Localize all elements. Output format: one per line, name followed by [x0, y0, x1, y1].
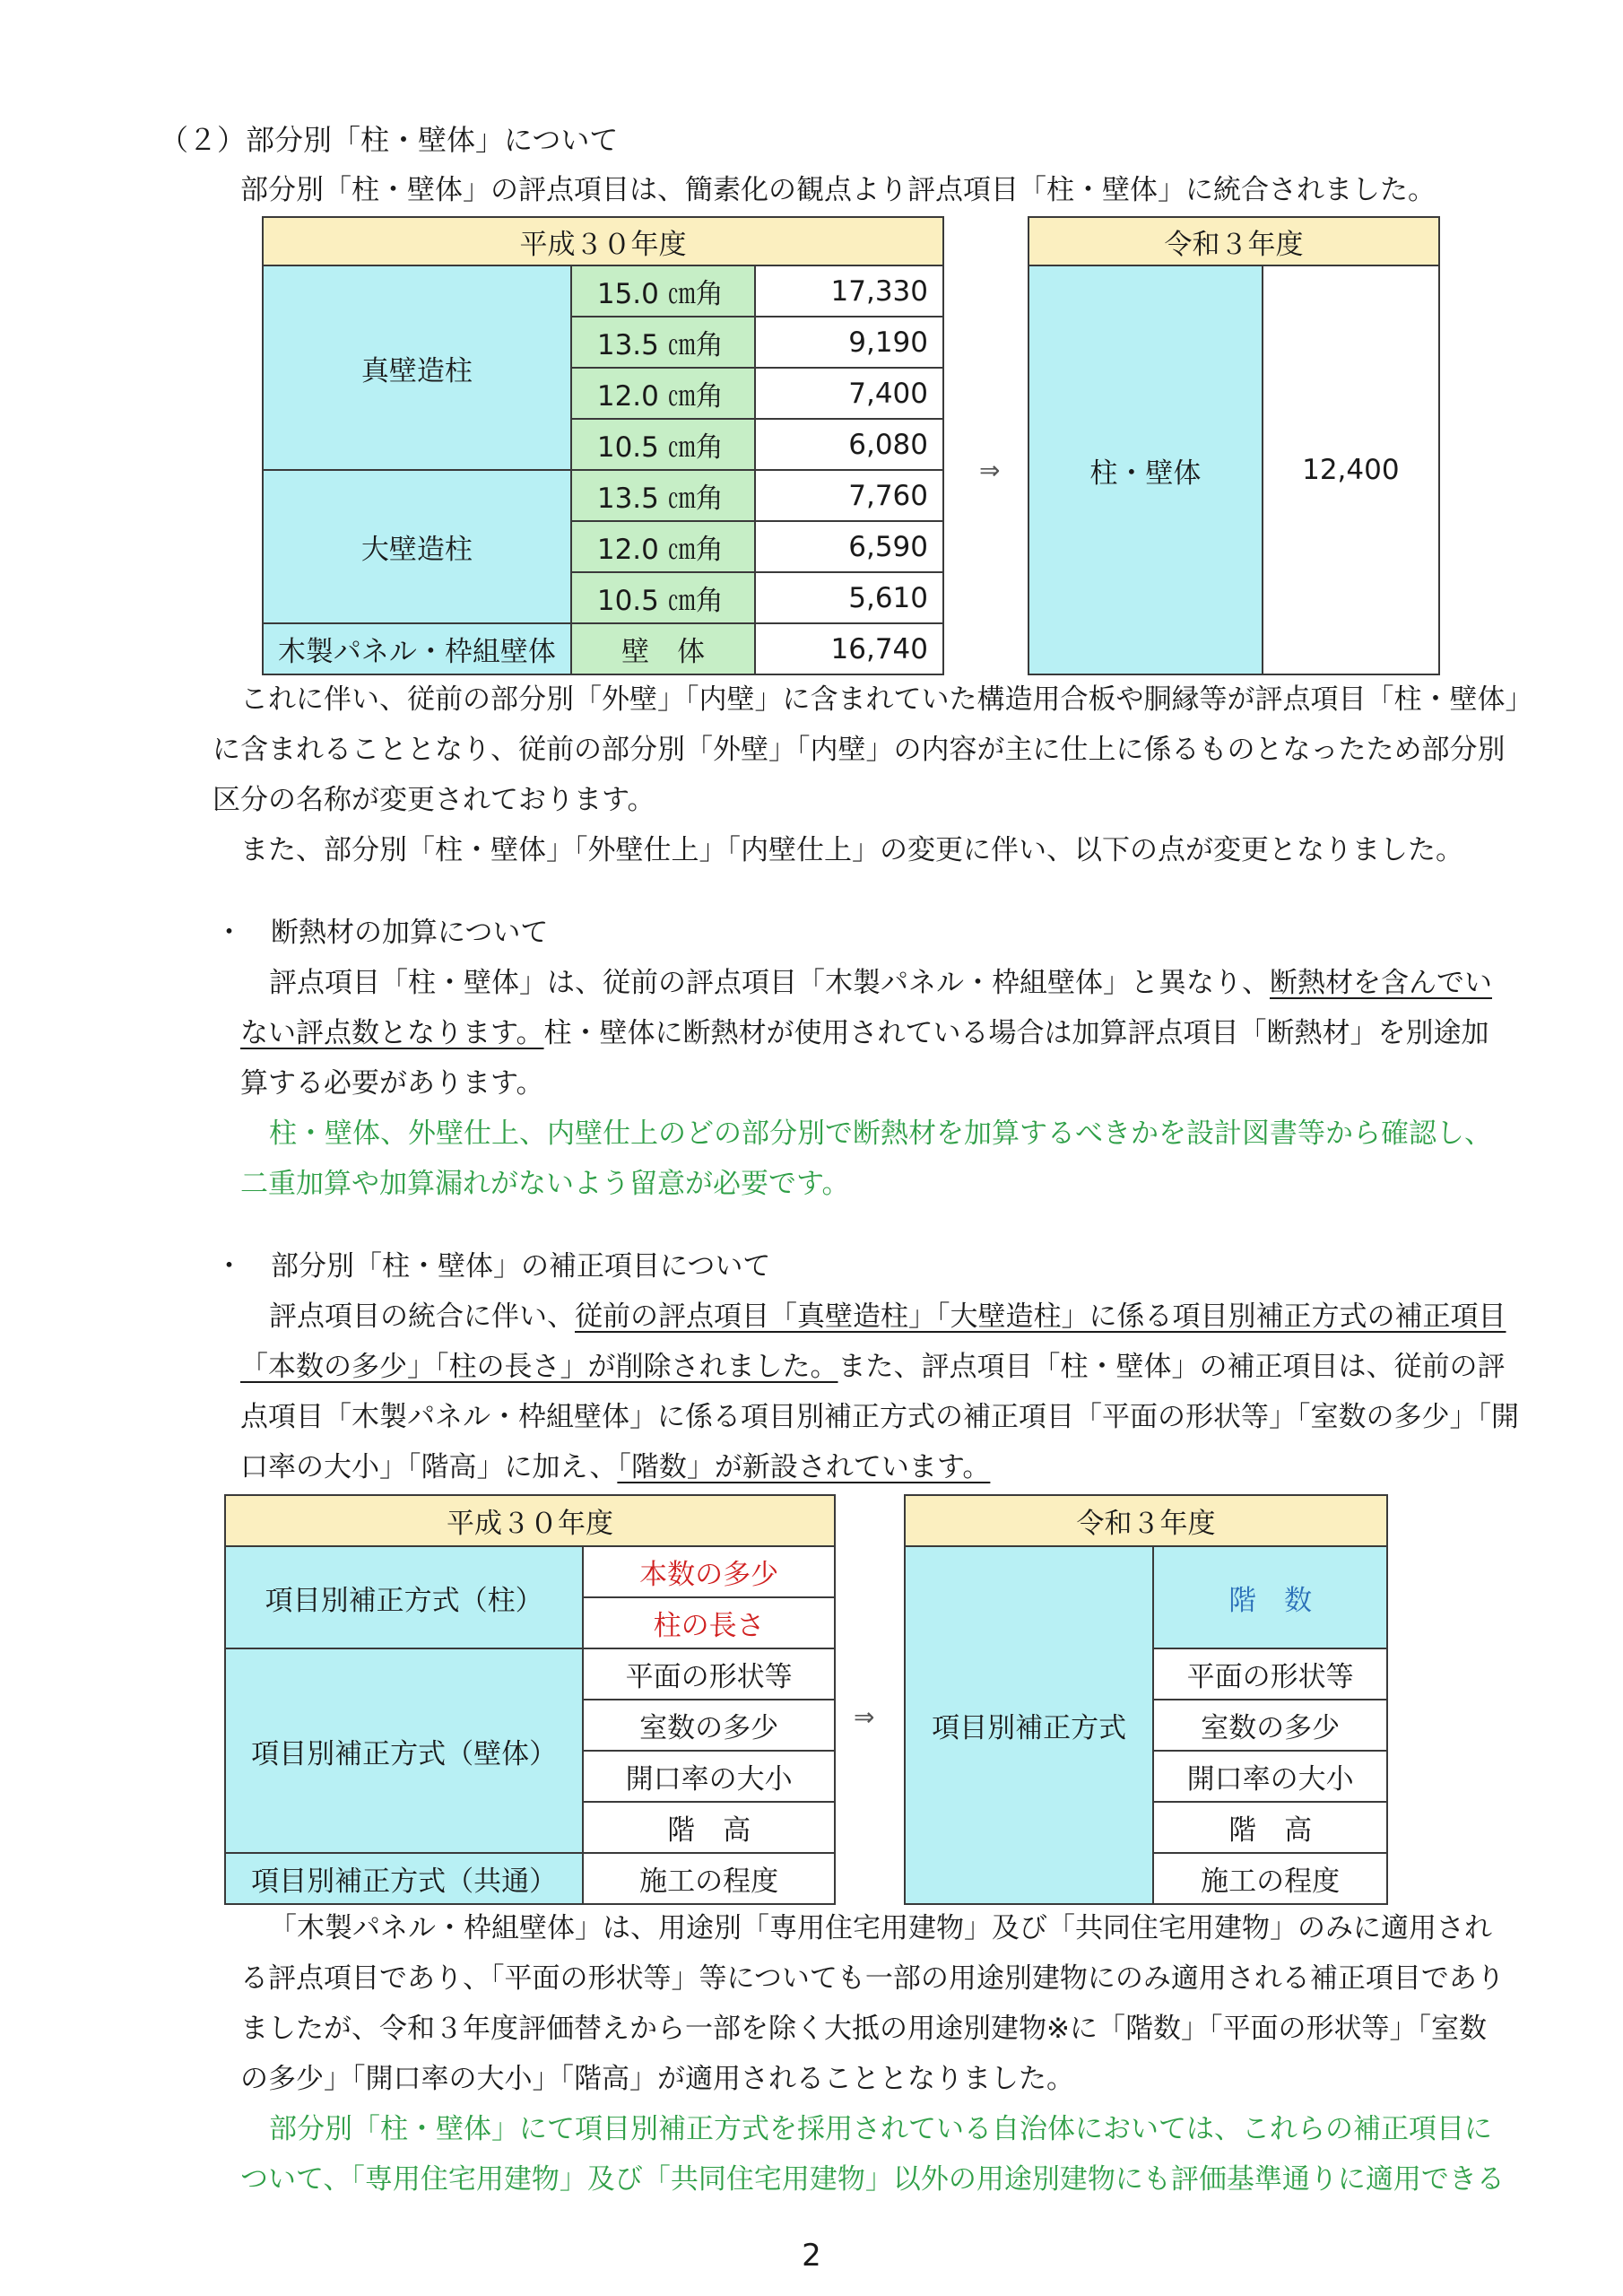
value-cell: 7,400 — [755, 368, 943, 419]
new-rating-table — [1028, 216, 1440, 675]
bullet-correction-title: ・ 部分別「柱・壁体」の補正項目について — [215, 1250, 771, 1283]
wall-item: 開口率の大小 — [583, 1751, 835, 1802]
intro-text: 部分別「柱・壁体」の評点項目は、簡素化の観点より評点項目「柱・壁体」に統合されました。 — [240, 174, 1436, 206]
old-year-header: 平成３０年度 — [263, 217, 943, 265]
new-item-cell: 柱・壁体 — [1028, 265, 1263, 674]
wall-item: 階 高 — [583, 1802, 835, 1853]
new-year-header: 令和３年度 — [1028, 217, 1439, 265]
insulation-note-line1: 柱・壁体、外壁仕上、内壁仕上のどの部分別で断熱材を加算するべきかを設計図書等から確認し、 — [269, 1118, 1492, 1150]
para3-line: の多少」「開口率の大小」「階高」が適用されることとなりました。 — [240, 2063, 1074, 2095]
underlined-text: 「階数」が新設されています。 — [617, 1451, 991, 1483]
size-cell: 10.5 ㎝角 — [571, 572, 756, 623]
size-cell: 13.5 ㎝角 — [571, 317, 756, 368]
value-cell: 6,080 — [755, 419, 943, 470]
removed-item: 本数の多少 — [583, 1546, 835, 1597]
wall-item: 室数の多少 — [583, 1700, 835, 1751]
group-panel: 木製パネル・枠組壁体 — [263, 623, 571, 674]
text-span: 評点項目「柱・壁体」は、従前の評点項目「木製パネル・枠組壁体」と異なり、 — [269, 967, 1270, 999]
correction-line4 — [240, 1449, 990, 1485]
bullet-insulation-title: ・ 断熱材の加算について — [215, 917, 549, 949]
new-item: 開口率の大小 — [1153, 1751, 1387, 1802]
old-correction-table — [224, 1494, 836, 1905]
para1-line: これに伴い、従前の部分別「外壁」「内壁」に含まれていた構造用合板や胴縁等が評点項目「柱・壁体」 — [240, 683, 1533, 716]
insulation-line2 — [240, 1015, 1489, 1051]
size-cell: 12.0 ㎝角 — [571, 368, 756, 419]
right-arrow-icon: ⇒ — [854, 1702, 875, 1732]
size-cell: 壁 体 — [571, 623, 756, 674]
new-value-cell: 12,400 — [1263, 265, 1439, 674]
insulation-note-line2: 二重加算や加算漏れがないよう留意が必要です。 — [240, 1168, 850, 1200]
value-cell: 5,610 — [755, 572, 943, 623]
size-cell: 13.5 ㎝角 — [571, 470, 756, 521]
section-title: （２）部分別「柱・壁体」について — [160, 123, 619, 157]
text-span: 評点項目の統合に伴い、 — [269, 1300, 575, 1333]
new-method: 項目別補正方式 — [905, 1546, 1153, 1904]
underlined-text: 「本数の多少」「柱の長さ」が削除されました。 — [240, 1351, 838, 1383]
size-cell: 15.0 ㎝角 — [571, 265, 756, 317]
old-rating-table — [262, 216, 944, 675]
underlined-text: ない評点数となります。 — [240, 1017, 544, 1049]
value-cell: 17,330 — [755, 265, 943, 317]
correction-line3: 点項目「木製パネル・枠組壁体」に係る項目別補正方式の補正項目「平面の形状等」「室数の多少」「開 — [240, 1401, 1519, 1433]
wall-item: 平面の形状等 — [583, 1648, 835, 1700]
group-ookabe: 大壁造柱 — [263, 470, 571, 623]
new-item: 室数の多少 — [1153, 1700, 1387, 1751]
para3-line: 「木製パネル・枠組壁体」は、用途別「専用住宅用建物」及び「共同住宅用建物」のみに適用され — [269, 1912, 1492, 1944]
note3-line: ついて、「専用住宅用建物」及び「共同住宅用建物」以外の用途別建物にも評価基準通りに適用できる — [240, 2163, 1505, 2196]
text-span: 柱・壁体に断熱材が使用されている場合は加算評点項目「断熱材」を別途加 — [543, 1017, 1489, 1049]
correction-line1 — [269, 1299, 1506, 1335]
para2-text: また、部分別「柱・壁体」「外壁仕上」「内壁仕上」の変更に伴い、以下の点が変更となりました。 — [240, 834, 1463, 866]
insulation-line1 — [269, 965, 1492, 1001]
page-number: 2 — [802, 2238, 821, 2274]
value-cell: 6,590 — [755, 521, 943, 572]
new-year-header: 令和３年度 — [905, 1495, 1387, 1546]
value-cell: 7,760 — [755, 470, 943, 521]
para1-line: 区分の名称が変更されております。 — [213, 784, 655, 816]
size-cell: 12.0 ㎝角 — [571, 521, 756, 572]
insulation-line3: 算する必要があります。 — [240, 1067, 544, 1100]
size-cell: 10.5 ㎝角 — [571, 419, 756, 470]
method-wall: 項目別補正方式（壁体） — [225, 1648, 583, 1853]
new-floor-item: 階 数 — [1153, 1546, 1387, 1648]
removed-item: 柱の長さ — [583, 1597, 835, 1648]
note3-line: 部分別「柱・壁体」にて項目別補正方式を採用されている自治体においては、これらの補正項目に — [269, 2113, 1492, 2145]
method-pillar: 項目別補正方式（柱） — [225, 1546, 583, 1648]
text-span: また、評点項目「柱・壁体」の補正項目は、従前の評 — [838, 1351, 1506, 1383]
group-shinkabe: 真壁造柱 — [263, 265, 571, 470]
para3-line: ましたが、令和３年度評価替えから一部を除く大抵の用途別建物※に「階数」「平面の形状等」「室数 — [240, 2013, 1487, 2045]
method-common: 項目別補正方式（共通） — [225, 1853, 583, 1904]
new-item: 階 高 — [1153, 1802, 1387, 1853]
common-item: 施工の程度 — [583, 1853, 835, 1904]
para3-line: る評点項目であり、「平面の形状等」等についても一部の用途別建物にのみ適用される補正項目であり — [240, 1962, 1505, 1995]
right-arrow-icon: ⇒ — [979, 456, 1001, 485]
old-year-header: 平成３０年度 — [225, 1495, 835, 1546]
new-item: 平面の形状等 — [1153, 1648, 1387, 1700]
new-correction-table — [904, 1494, 1388, 1905]
underlined-text: 従前の評点項目「真壁造柱」「大壁造柱」に係る項目別補正方式の補正項目 — [575, 1300, 1506, 1333]
new-item: 施工の程度 — [1153, 1853, 1387, 1904]
text-span: 口率の大小」「階高」に加え、 — [240, 1451, 618, 1483]
value-cell: 16,740 — [755, 623, 943, 674]
value-cell: 9,190 — [755, 317, 943, 368]
para1-line: に含まれることとなり、従前の部分別「外壁」「内壁」の内容が主に仕上に係るものとなったため部分別 — [213, 734, 1506, 766]
underlined-text: 断熱材を含んでい — [1270, 967, 1492, 999]
correction-line2 — [240, 1349, 1506, 1385]
